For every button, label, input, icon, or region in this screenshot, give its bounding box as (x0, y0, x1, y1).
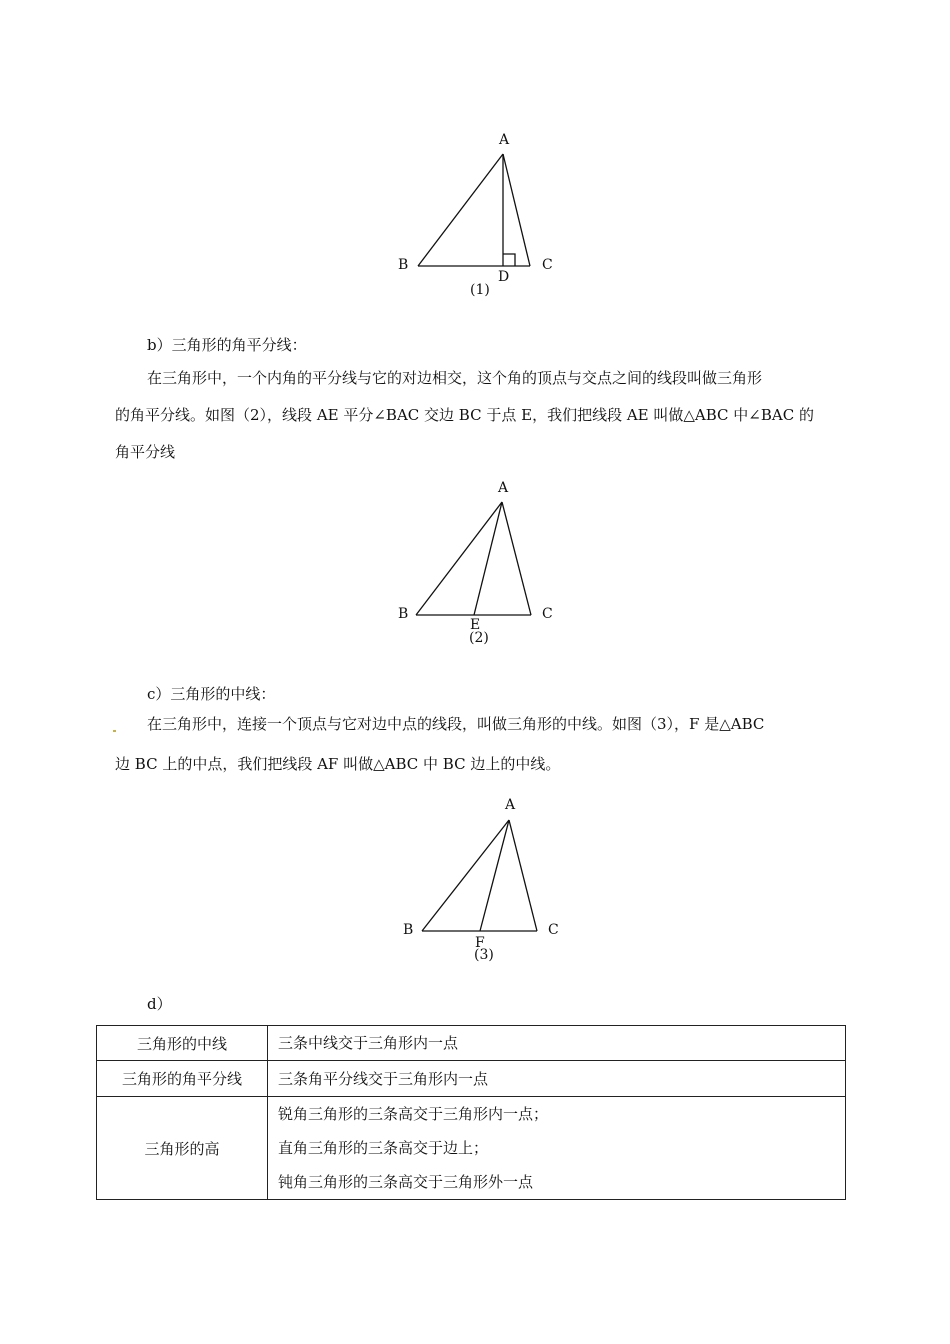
side-ac (502, 502, 531, 615)
figure-angle-bisector (390, 476, 570, 651)
label-c: C (542, 606, 553, 622)
table-row (97, 1026, 846, 1061)
row-desc-line: 钝角三角形的三条高交于三角形外一点 (278, 1173, 534, 1191)
row-name-cell: 三角形的角平分线 (97, 1061, 268, 1097)
section-c-heading: c）三角形的中线： (147, 685, 276, 703)
bisector-ae (474, 502, 502, 615)
row-desc-cell (268, 1026, 846, 1061)
figure-caption: (1) (470, 282, 490, 298)
label-a: A (498, 480, 509, 496)
label-b: B (398, 257, 409, 273)
summary-table (96, 1025, 846, 1200)
section-c-line-1: 在三角形中，连接一个顶点与它对边中点的线段，叫做三角形的中线。如图（3），F 是△ABC (147, 715, 765, 733)
label-e: E (470, 617, 481, 633)
row-desc-line: 三条角平分线交于三角形内一点 (278, 1069, 489, 1088)
row-desc-line: 锐角三角形的三条高交于三角形内一点； (278, 1105, 549, 1123)
label-b: B (398, 606, 409, 622)
decorative-mark (113, 730, 116, 732)
label-c: C (548, 922, 559, 938)
row-desc-cell (268, 1097, 846, 1200)
label-b: B (403, 922, 414, 938)
section-b-line-3: 角平分线 (115, 443, 176, 461)
label-d: D (498, 269, 510, 285)
row-desc-line: 直角三角形的三条高交于边上； (278, 1139, 489, 1157)
side-ac (509, 820, 537, 931)
row-name-cell: 三角形的高 (97, 1097, 268, 1200)
section-c-line-2: 边 BC 上的中点，我们把线段 AF 叫做△ABC 中 BC 边上的中线。 (115, 755, 561, 773)
figure-altitude (390, 128, 570, 300)
section-b-line-1: 在三角形中，一个内角的平分线与它的对边相交，这个角的顶点与交点之间的线段叫做三角形 (147, 369, 763, 387)
row-name-cell: 三角形的中线 (97, 1026, 268, 1061)
side-ab (422, 820, 509, 931)
table-row (97, 1061, 846, 1097)
label-a: A (499, 132, 510, 148)
section-b-line-2: 的角平分线。如图（2），线段 AE 平分∠BAC 交边 BC 于点 E，我们把线段 AE 叫做△ABC 中∠BAC 的 (115, 406, 814, 424)
table-row (97, 1097, 846, 1200)
figure-median (396, 792, 576, 967)
section-d-heading: d） (147, 995, 172, 1013)
row-desc-line: 三条中线交于三角形内一点 (278, 1034, 459, 1052)
side-ac (503, 154, 530, 266)
label-f: F (475, 935, 485, 951)
row-desc-cell (268, 1061, 846, 1097)
section-b-heading: b）三角形的角平分线： (147, 336, 307, 354)
label-a: A (505, 797, 516, 813)
side-ab (416, 502, 502, 615)
median-af (480, 820, 509, 931)
figure-caption: (3) (474, 947, 494, 963)
figure-caption: (2) (469, 630, 489, 646)
right-angle-mark (503, 254, 515, 266)
side-ab (418, 154, 503, 266)
label-c: C (542, 257, 553, 273)
